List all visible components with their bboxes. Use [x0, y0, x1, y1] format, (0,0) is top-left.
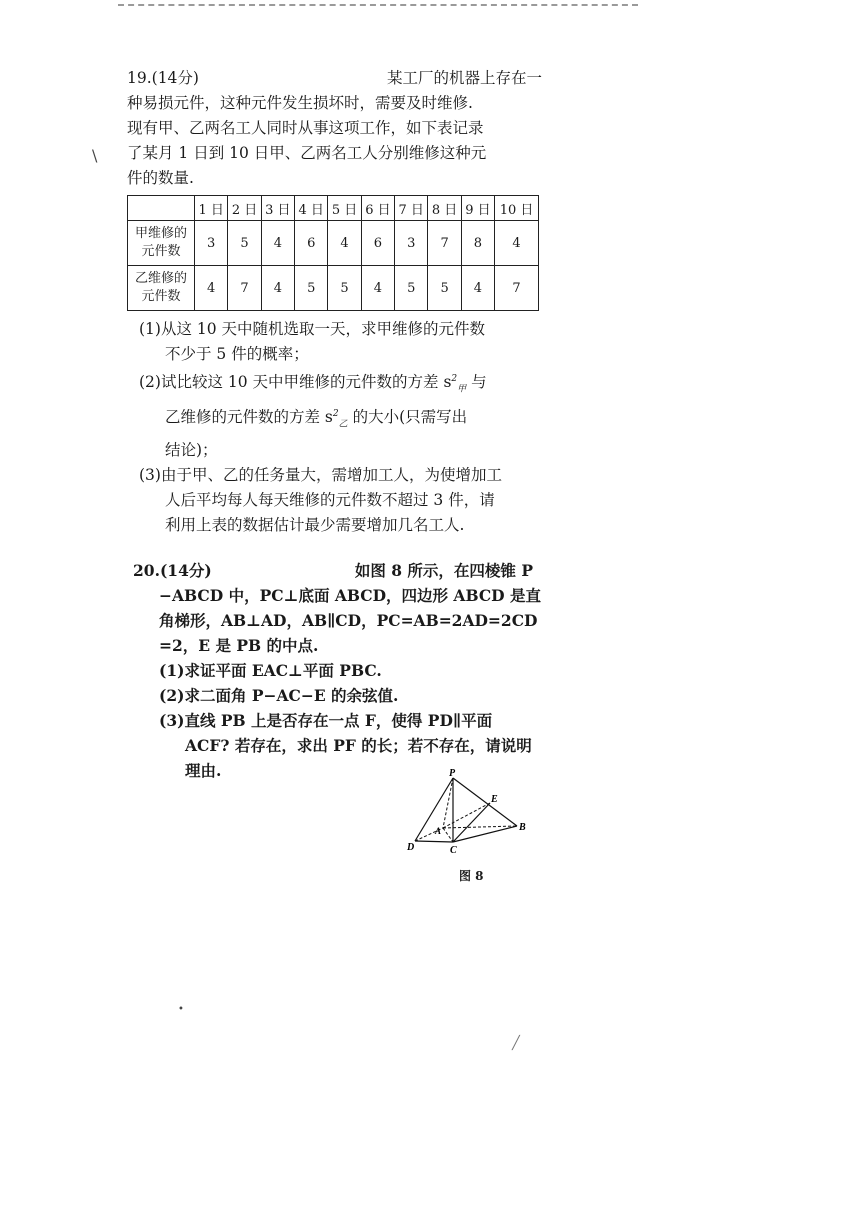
problem-20-intro-first: 如图 8 所示，在四棱锥 P	[354, 561, 533, 580]
row-label-line: 乙维修的	[134, 271, 187, 286]
value-cell: 4	[361, 266, 394, 311]
edge-dc	[415, 841, 453, 842]
edge-pb	[453, 778, 517, 826]
question-19-3: (3)由于甲、乙的任务量大，需增加工人，为使增加工	[139, 465, 502, 484]
day-header-cell: 4 日	[295, 196, 328, 221]
value-cell: 5	[328, 266, 361, 311]
problem-20-header	[133, 558, 533, 583]
day-header-cell: 6 日	[361, 196, 394, 221]
problem-19-intro-line: 了某月 1 日到 10 日甲、乙两名工人分别维修这种元	[127, 144, 487, 162]
value-cell: 7	[228, 266, 261, 311]
question-19-2-text: (2)试比较这 10 天中甲维修的元件数的方差 s	[139, 373, 452, 392]
problem-19-intro-line: 件的数量.	[127, 169, 194, 187]
row-label-line: 甲维修的	[134, 226, 187, 241]
question-19-1-cont: 不少于 5 件的概率；	[165, 345, 309, 363]
value-cell: 4	[495, 221, 539, 266]
row-label-line: 元件数	[141, 289, 181, 304]
scan-edge-line	[118, 4, 638, 6]
value-cell: 8	[461, 221, 494, 266]
value-cell: 5	[428, 266, 461, 311]
table-corner-cell	[128, 196, 195, 221]
label-a: A	[435, 826, 442, 836]
question-19-2	[127, 367, 542, 402]
question-20-2: (2)求二面角 P−AC−E 的余弦值.	[159, 686, 399, 705]
table-row	[128, 221, 539, 266]
question-19-1: (1)从这 10 天中随机选取一天，求甲维修的元件数	[139, 320, 486, 338]
value-cell: 6	[295, 221, 328, 266]
value-cell: 4	[461, 266, 494, 311]
label-e: E	[491, 794, 498, 805]
day-header-cell: 2 日	[228, 196, 261, 221]
value-cell: 3	[195, 221, 228, 266]
edge-ab	[443, 826, 517, 828]
day-header-cell: 5 日	[328, 196, 361, 221]
edge-ae	[443, 803, 490, 828]
problem-19	[127, 66, 542, 538]
edge-ac	[443, 828, 453, 842]
variance-exponent: 2	[332, 409, 339, 420]
question-19-2-text: 的大小(只需写出	[347, 408, 468, 427]
value-cell: 5	[295, 266, 328, 311]
scan-mark: ╱	[512, 1036, 520, 1051]
table-row	[128, 266, 539, 311]
value-cell: 4	[261, 221, 294, 266]
pyramid-diagram	[405, 768, 535, 858]
question-20-3-cont: 理由.	[185, 761, 222, 780]
question-19-3-cont: 利用上表的数据估计最少需要增加几名工人.	[165, 515, 465, 534]
repair-count-table	[127, 195, 539, 311]
label-d: D	[407, 842, 415, 853]
day-header-cell: 9 日	[461, 196, 494, 221]
problem-20-number: 20.(14分)	[133, 561, 212, 580]
edge-ce	[453, 803, 490, 842]
pyramid-figure	[405, 768, 535, 858]
problem-19-intro-first: 某工厂的机器上存在一	[386, 69, 542, 87]
row-label-line: 元件数	[141, 244, 181, 259]
label-p: P	[449, 768, 456, 779]
question-19-2-text: 与	[466, 373, 487, 392]
question-20-3-cont: ACF? 若存在，求出 PF 的长；若不存在，请说明	[185, 736, 532, 755]
edge-cb	[453, 826, 517, 842]
problem-20-intro-line: −ABCD 中，PC⊥底面 ABCD，四边形 ABCD 是直	[159, 586, 542, 605]
problem-19-intro-line: 现有甲、乙两名工人同时从事这项工作，如下表记录	[127, 119, 484, 137]
question-19-2-text: 乙维修的元件数的方差 s	[165, 408, 333, 427]
day-header-cell: 1 日	[195, 196, 228, 221]
table-header-row	[128, 196, 539, 221]
value-cell: 4	[261, 266, 294, 311]
question-20-3: (3)直线 PB 上是否存在一点 F，使得 PD∥平面	[159, 711, 493, 730]
label-c: C	[450, 845, 457, 856]
value-cell: 5	[228, 221, 261, 266]
value-cell: 5	[395, 266, 428, 311]
scan-mark: \	[92, 146, 98, 165]
variance-subscript: 甲	[457, 384, 467, 395]
problem-19-number: 19.(14分)	[127, 69, 199, 87]
day-header-cell: 7 日	[395, 196, 428, 221]
value-cell: 4	[195, 266, 228, 311]
edge-pd	[415, 778, 453, 841]
value-cell: 7	[495, 266, 539, 311]
problem-19-header	[127, 66, 542, 91]
figure-caption: 图 8	[459, 869, 484, 883]
day-header-cell: 10 日	[495, 196, 539, 221]
value-cell: 6	[361, 221, 394, 266]
question-19-2-cont	[127, 402, 542, 437]
problem-20	[133, 558, 542, 783]
value-cell: 4	[328, 221, 361, 266]
problem-19-intro-line: 种易损元件，这种元件发生损坏时，需要及时维修.	[127, 94, 473, 112]
day-header-cell: 8 日	[428, 196, 461, 221]
value-cell: 3	[395, 221, 428, 266]
question-20-1: (1)求证平面 EAC⊥平面 PBC.	[159, 661, 382, 680]
value-cell: 7	[428, 221, 461, 266]
row-label-cell	[128, 221, 195, 266]
problem-20-intro-line: =2，E 是 PB 的中点.	[159, 636, 319, 655]
label-b: B	[519, 822, 526, 833]
question-19-2-cont: 结论)；	[165, 440, 218, 459]
problem-20-intro-line: 角梯形，AB⊥AD，AB∥CD，PC=AB=2AD=2CD	[159, 611, 538, 630]
row-label-cell	[128, 266, 195, 311]
question-19-3-cont: 人后平均每人每天维修的元件数不超过 3 件，请	[165, 490, 495, 509]
variance-exponent: 2	[451, 374, 458, 384]
day-header-cell: 3 日	[261, 196, 294, 221]
variance-subscript: 乙	[338, 419, 348, 430]
scan-dot: •	[178, 1004, 184, 1015]
